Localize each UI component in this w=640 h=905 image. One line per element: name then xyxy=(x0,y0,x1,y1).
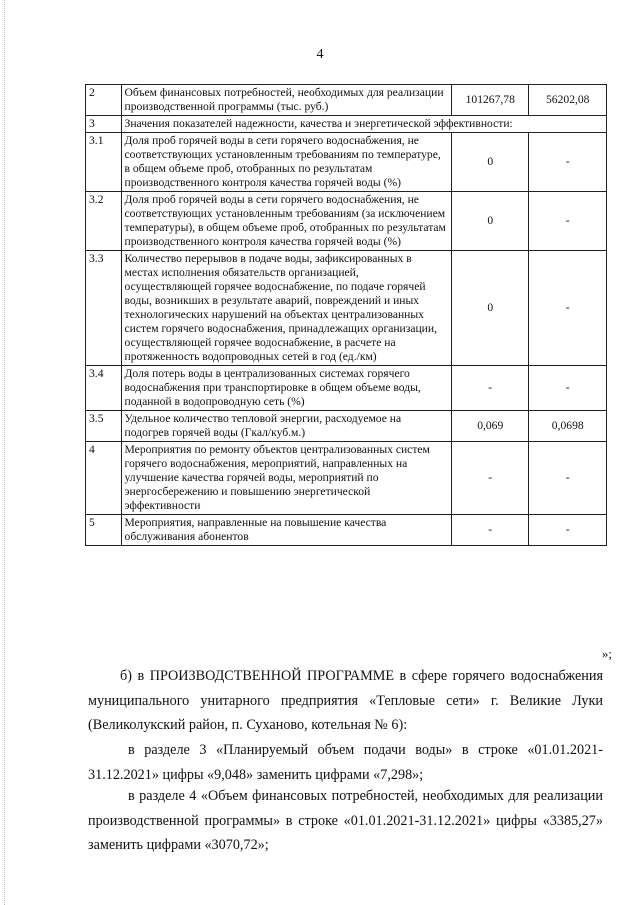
scan-edge xyxy=(4,0,19,905)
paragraph-section-3: в разделе 3 «Планируемый объем подачи воды» в строке «01.01.2021-31.12.2021» цифры «9,048» заменить цифрами «7,298»; xyxy=(88,742,603,783)
row-description: Доля проб горячей воды в сети горячего водоснабжения, не соответствующих установленным требованиям по температуре, в общем объеме проб, отобранных по результатам производственного контроля качества горячей воды (%) xyxy=(121,133,451,192)
table-row xyxy=(86,116,607,133)
page-number: 4 xyxy=(316,47,324,62)
indicators-table xyxy=(85,84,607,546)
table-row xyxy=(86,133,607,192)
row-description: Мероприятия по ремонту объектов централизованных систем горячего водоснабжения, мероприятий, направленных на улучшение качества горячей воды, мероприятий по энергосбережению и повышению энергетической эффективности xyxy=(121,442,451,515)
row-number: 2 xyxy=(86,85,122,116)
table-row xyxy=(86,515,607,546)
table-row xyxy=(86,192,607,251)
row-number: 3.3 xyxy=(86,251,122,366)
row-value-2: - xyxy=(529,251,607,366)
paragraph-section-4: в разделе 4 «Объем финансовых потребностей, необходимых для реализации производственной программы» в строке «01.01.2021-31.12.2021» цифры «3385,27» заменить цифрами «3070,72»; xyxy=(88,788,603,853)
table-closing-quote: »; xyxy=(601,646,612,661)
row-value-1: - xyxy=(451,442,529,515)
row-value-2: - xyxy=(529,192,607,251)
row-value-2: 0,0698 xyxy=(529,411,607,442)
row-number: 4 xyxy=(86,442,122,515)
row-value-2: - xyxy=(529,515,607,546)
row-number: 3.5 xyxy=(86,411,122,442)
row-number: 3.2 xyxy=(86,192,122,251)
row-number: 3.1 xyxy=(86,133,122,192)
row-value-1: 0 xyxy=(451,251,529,366)
table-row xyxy=(86,442,607,515)
row-value-2: - xyxy=(529,366,607,411)
row-value-2: - xyxy=(529,133,607,192)
row-description: Доля проб горячей воды в сети горячего водоснабжения, не соответствующих установленным требованиям (за исключением температуры), в общем объеме проб, отобранных по результатам производственного контроля качества горячей воды (%) xyxy=(121,192,451,251)
row-description: Значения показателей надежности, качества и энергетической эффективности: xyxy=(121,116,606,133)
row-description: Доля потерь воды в централизованных системах горячего водоснабжения при транспортировке в общем объеме воды, поданной в водопроводную сеть (%) xyxy=(121,366,451,411)
paragraph-b: б) в ПРОИЗВОДСТВЕННОЙ ПРОГРАММЕ в сфере горячего водоснабжения муниципального унитарного предприятия «Тепловые сети» г. Великие Луки (Великолукский район, п. Суханово, котельная № 6): xyxy=(88,668,603,733)
table-row xyxy=(86,411,607,442)
row-number: 3 xyxy=(86,116,122,133)
row-description: Удельное количество тепловой энергии, расходуемое на подогрев горячей воды (Гкал/куб.м.) xyxy=(121,411,451,442)
row-description: Количество перерывов в подаче воды, зафиксированных в местах исполнения обязательств организацией, осуществляющей горячее водоснабжение, по подаче горячей воды, возникших в результате аварий, повреждений и иных технологических нарушений на объектах централизованных систем горячего водоснабжения, принадлежащих организации, осуществляющей горячее водоснабжение, в расчете на протяженность водопроводных сетей в год (ед./км) xyxy=(121,251,451,366)
row-description: Объем финансовых потребностей, необходимых для реализации производственной программы (тыс. руб.) xyxy=(121,85,451,116)
row-value-1: 0,069 xyxy=(451,411,529,442)
table-row xyxy=(86,366,607,411)
row-description: Мероприятия, направленные на повышение качества обслуживания абонентов xyxy=(121,515,451,546)
table-row xyxy=(86,251,607,366)
row-number: 5 xyxy=(86,515,122,546)
row-value-2: - xyxy=(529,442,607,515)
table-row xyxy=(86,85,607,116)
row-value-1: - xyxy=(451,515,529,546)
row-value-2: 56202,08 xyxy=(529,85,607,116)
row-value-1: 0 xyxy=(451,133,529,192)
row-number: 3.4 xyxy=(86,366,122,411)
row-value-1: - xyxy=(451,366,529,411)
row-value-1: 101267,78 xyxy=(451,85,529,116)
row-value-1: 0 xyxy=(451,192,529,251)
